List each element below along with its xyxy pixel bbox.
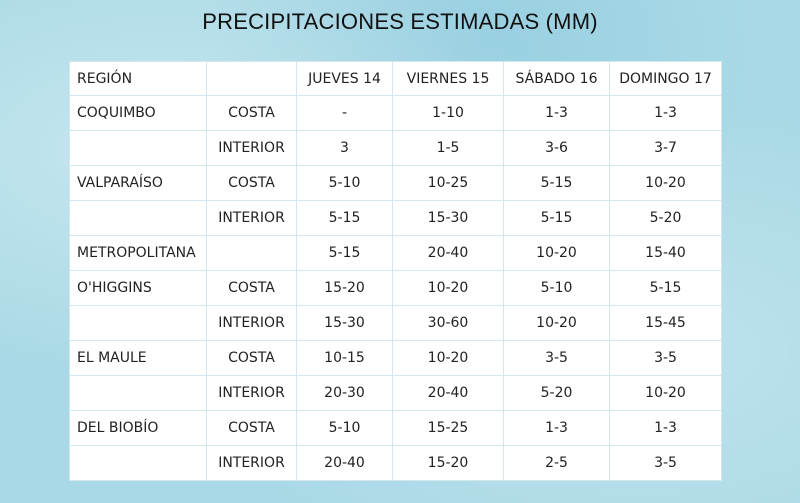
table-cell-region (70, 376, 207, 411)
table-cell: - (297, 96, 393, 131)
table-row (70, 376, 722, 411)
header-cell-friday: VIERNES 15 (393, 62, 504, 96)
table-row (70, 131, 722, 166)
table-cell-zone (207, 236, 297, 271)
table-cell: 15-20 (297, 271, 393, 306)
table-row (70, 236, 722, 271)
table-cell: 5-15 (504, 166, 610, 201)
table-cell: 5-15 (297, 236, 393, 271)
table-cell: 15-30 (297, 306, 393, 341)
table-cell: 30-60 (393, 306, 504, 341)
table-cell-zone: COSTA (207, 96, 297, 131)
table-row (70, 271, 722, 306)
table-cell: 10-20 (393, 271, 504, 306)
table-cell: 3-5 (504, 341, 610, 376)
table-cell-zone: INTERIOR (207, 131, 297, 166)
table-cell-zone: INTERIOR (207, 306, 297, 341)
table-cell-zone: INTERIOR (207, 201, 297, 236)
table-cell: 1-3 (504, 411, 610, 446)
table-cell: 3 (297, 131, 393, 166)
table-cell-region (70, 201, 207, 236)
table-cell-region: COQUIMBO (70, 96, 207, 131)
chart-title: PRECIPITACIONES ESTIMADAS (MM) (202, 9, 598, 34)
table-cell: 5-10 (297, 411, 393, 446)
table-cell: 10-20 (610, 376, 722, 411)
table-row (70, 306, 722, 341)
table-cell: 1-10 (393, 96, 504, 131)
table-cell: 10-25 (393, 166, 504, 201)
table-cell: 1-3 (610, 411, 722, 446)
table-cell-zone: COSTA (207, 341, 297, 376)
table-cell: 20-40 (393, 376, 504, 411)
table-cell-zone: COSTA (207, 411, 297, 446)
table-cell: 5-20 (610, 201, 722, 236)
table-cell-region: METROPOLITANA (70, 236, 207, 271)
table-cell-region: O'HIGGINS (70, 271, 207, 306)
table-cell-zone: INTERIOR (207, 376, 297, 411)
table-cell: 5-20 (504, 376, 610, 411)
table-cell: 5-15 (297, 201, 393, 236)
table-cell: 20-30 (297, 376, 393, 411)
table-row (70, 341, 722, 376)
table-cell-region: EL MAULE (70, 341, 207, 376)
table-row (70, 96, 722, 131)
table-cell-region: VALPARAÍSO (70, 166, 207, 201)
table-cell: 10-20 (610, 166, 722, 201)
table-cell-region (70, 306, 207, 341)
table-cell: 20-40 (393, 236, 504, 271)
table-cell: 5-15 (610, 271, 722, 306)
table-cell: 2-5 (504, 446, 610, 481)
precipitation-table (69, 61, 722, 481)
table-cell: 3-5 (610, 341, 722, 376)
table-cell: 1-3 (504, 96, 610, 131)
table-cell: 1-3 (610, 96, 722, 131)
table-cell: 15-45 (610, 306, 722, 341)
table-header-row (70, 62, 722, 96)
table-cell-zone: COSTA (207, 271, 297, 306)
table-cell: 3-6 (504, 131, 610, 166)
header-cell-saturday: SÁBADO 16 (504, 62, 610, 96)
table-cell: 10-20 (504, 306, 610, 341)
table-cell: 3-5 (610, 446, 722, 481)
table-cell: 15-25 (393, 411, 504, 446)
table-cell: 15-20 (393, 446, 504, 481)
table-cell: 10-20 (393, 341, 504, 376)
table-row (70, 446, 722, 481)
header-cell-zone (207, 62, 297, 96)
table-cell: 10-15 (297, 341, 393, 376)
table-cell: 5-15 (504, 201, 610, 236)
table-cell: 5-10 (504, 271, 610, 306)
table-cell-region (70, 131, 207, 166)
table-cell-zone: INTERIOR (207, 446, 297, 481)
table-cell: 1-5 (393, 131, 504, 166)
table-cell: 10-20 (504, 236, 610, 271)
table-cell: 3-7 (610, 131, 722, 166)
table-cell-zone: COSTA (207, 166, 297, 201)
header-cell-thursday: JUEVES 14 (297, 62, 393, 96)
table-cell: 15-30 (393, 201, 504, 236)
table-cell: 15-40 (610, 236, 722, 271)
header-cell-region: REGIÓN (70, 62, 207, 96)
table-row (70, 201, 722, 236)
table-cell-region: DEL BIOBÍO (70, 411, 207, 446)
table-row (70, 411, 722, 446)
header-cell-sunday: DOMINGO 17 (610, 62, 722, 96)
table-cell: 5-10 (297, 166, 393, 201)
table-row (70, 166, 722, 201)
table-cell-region (70, 446, 207, 481)
table-cell: 20-40 (297, 446, 393, 481)
